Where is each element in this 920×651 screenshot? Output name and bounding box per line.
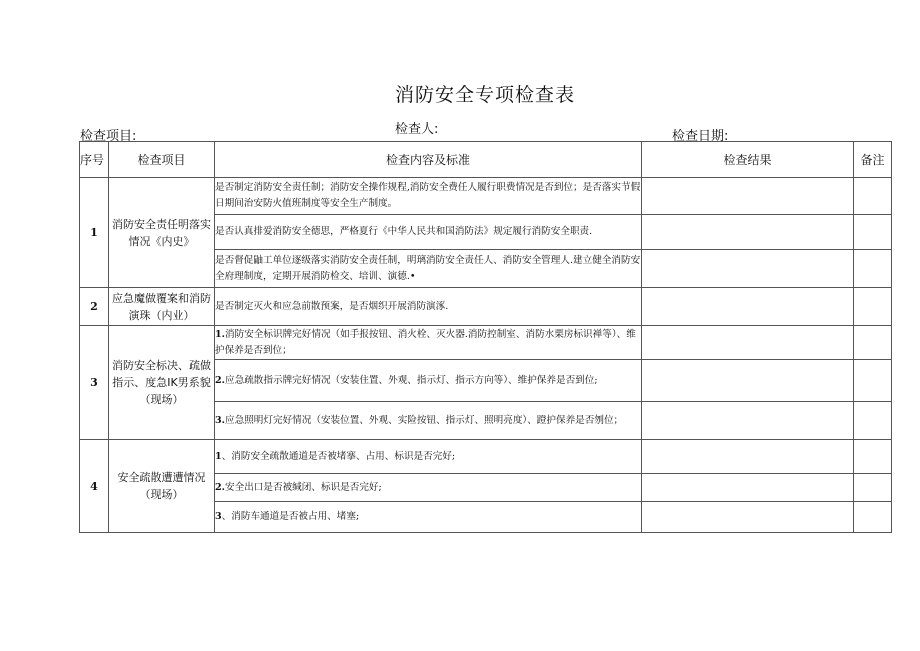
header-result: 检查结果 [642, 142, 854, 178]
remark-cell[interactable] [854, 250, 892, 288]
content-cell: 是否认真排爱消防安全德思，严格夏行《中华人民共和国消防法》规定履行消防安全职责. [215, 215, 642, 250]
header-no: 序号 [80, 142, 109, 178]
item-number: 3 [215, 511, 222, 522]
result-cell[interactable] [642, 360, 854, 402]
content-cell [215, 326, 642, 360]
result-cell[interactable] [642, 440, 854, 474]
content-cell [215, 440, 642, 474]
remark-cell[interactable] [854, 215, 892, 250]
result-cell[interactable] [642, 288, 854, 326]
result-cell[interactable] [642, 326, 854, 360]
section-item: 应急魔做覆案和消防演珠（内业） [109, 288, 215, 326]
result-cell[interactable] [642, 215, 854, 250]
remark-cell[interactable] [854, 402, 892, 440]
content-cell: 是否制定消防安全责任制；消防安全操作规程,消防安全费任人履行职费情况是否到位；是否落实节假日期间治安防火值班制度等安全生产制度。 [215, 178, 642, 215]
page-title: 消防安全专项检查表 [394, 84, 575, 106]
result-cell[interactable] [642, 502, 854, 533]
item-number: 2. [215, 374, 226, 386]
inspector-label: 检查人: [395, 122, 439, 137]
remark-cell[interactable] [854, 288, 892, 326]
content-cell [215, 474, 642, 502]
item-number: 3. [215, 414, 226, 426]
remark-cell[interactable] [854, 502, 892, 533]
header-remark: 备注 [854, 142, 892, 178]
section-number: 4 [80, 440, 109, 533]
inspection-table [79, 141, 892, 533]
content-cell: 是否制定灭火和应急前散预案，是否烟织开展消防演涿. [215, 288, 642, 326]
item-number: 2. [215, 481, 226, 493]
table-row [80, 288, 892, 326]
content-cell [215, 360, 642, 402]
section-item: 消防安全责任明落实情况《内史》 [109, 178, 215, 288]
remark-cell[interactable] [854, 474, 892, 502]
table-row [80, 326, 892, 360]
content-text: 应急疏散指示牌完好情况（安装住置、外观、指示灯、指示方向等）、维护保养是否到位; [225, 374, 598, 386]
result-cell[interactable] [642, 402, 854, 440]
table-row [80, 440, 892, 474]
section-item: 消防安全标决、疏做指示、度急IK男系貌（现场） [109, 326, 215, 440]
content-text: 应急照明灯完好情况（安装位置、外观、实险按钮、指示灯、照明亮度）、蹬护保养是否刎位； [225, 414, 624, 426]
content-cell [215, 502, 642, 533]
content-text: 、消防车通道是否被占用、堵塞; [221, 511, 360, 522]
result-cell[interactable] [642, 250, 854, 288]
remark-cell[interactable] [854, 178, 892, 215]
header-content: 检查内容及标准 [215, 142, 642, 178]
remark-cell[interactable] [854, 440, 892, 474]
content-text: 安全出口是否被缄闭、标识是否完好; [225, 481, 382, 493]
check-item-label: 检查项目: [80, 129, 137, 144]
section-item: 安全疏散遭遭情况（现场） [109, 440, 215, 533]
table-header-row [80, 142, 892, 178]
header-item: 检查项目 [109, 142, 215, 178]
section-number: 1 [80, 178, 109, 288]
section-number: 3 [80, 326, 109, 440]
remark-cell[interactable] [854, 360, 892, 402]
table-row [80, 178, 892, 215]
content-cell [215, 402, 642, 440]
content-cell: 是否督促鼬工单位逐级落实消防安全责任制，明璃消防安全责任人、消防安全管理人.建立健全消防安全府理制度，定期开展消防检交、培训、演德.• [215, 250, 642, 288]
check-date-label: 检查日期: [672, 129, 729, 144]
item-number: 1. [215, 328, 226, 340]
content-text: 消防安全标识牌完好情况（如手报按钮、消火栓、灭火器.消防控制室、消防水栗房标识禅等）、维护保养是否到位； [215, 328, 636, 356]
remark-cell[interactable] [854, 326, 892, 360]
content-text: 、消防安全疏散通道是否被堵搴、占用、标识是否完好; [221, 450, 456, 462]
result-cell[interactable] [642, 178, 854, 215]
result-cell[interactable] [642, 474, 854, 502]
item-number: 1 [215, 450, 222, 462]
section-number: 2 [80, 288, 109, 326]
